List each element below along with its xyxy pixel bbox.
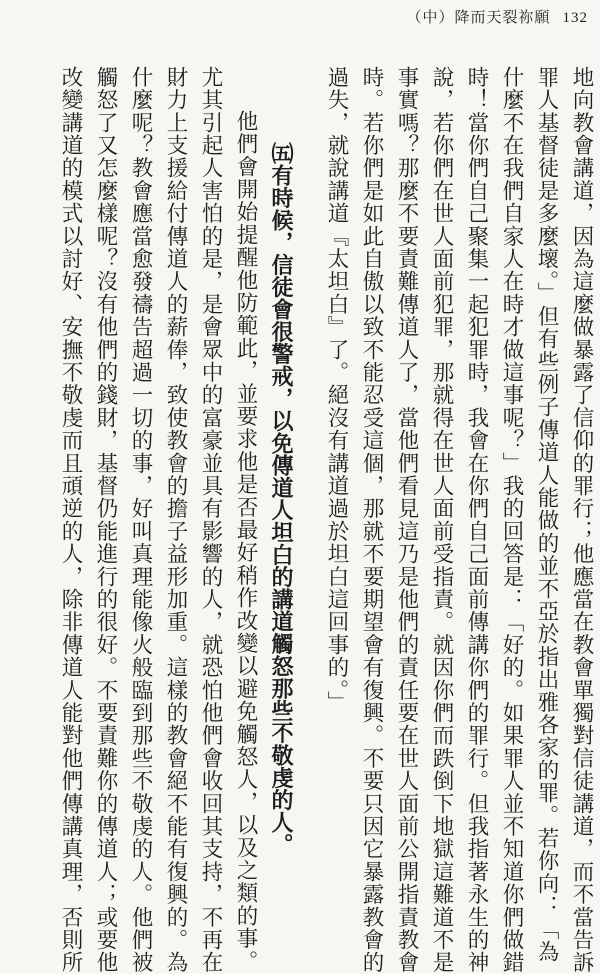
section-heading: ㈤有時候，信徒會很警戒，以免傳道人坦白的講道觸怒那些不敬虔的人。: [268, 142, 293, 856]
text-column: 財力上支援給付傳道人的薪俸，致使教會的擔子益形加重。這樣的教會絕不能有復興的。為: [163, 66, 188, 974]
text-column: 時。若你們是如此自傲以致不能忍受這個，那就不要期望會有復興。不要只因它暴露教會的: [359, 66, 384, 974]
text-column: 什麼不在我們自家人在時才做這事呢？」我的回答是：「好的。如果罪人並不知道你們做錯: [499, 66, 524, 974]
text-column: 改變講道的模式以討好、安撫不敬虔而且頑逆的人，除非傳道人能對他們傳講真理，否則所: [58, 66, 83, 974]
text-column: 過失，就說講道『太坦白』了。絕沒有講道過於坦白這回事的。」: [324, 66, 349, 714]
text-column: 尤其引起人害怕的是，是會眾中的富豪並具有影響的人，就恐怕他們會收回其支持，不再在: [198, 66, 223, 974]
vertical-text-body: [58, 66, 594, 974]
text-column: 事實嗎？那麼不要責難傳道人了，當他們看見這乃是他們的責任要在世人面前公開指責教會: [394, 66, 419, 974]
paragraph-gap: [304, 66, 312, 956]
text-column: 觸怒了又怎麼樣呢？沒有他們的錢財，基督仍能進行的很好。不要責難你的傳道人；或要他: [93, 66, 118, 974]
running-header: [406, 6, 588, 27]
text-column-indented: 他們會開始提醒他防範此，並要求他是否最好稍作改變以避免觸怒人，以及之類的事。: [233, 110, 258, 973]
text-column: 什麼呢？教會應當愈發禱告超過一切的事，好叫真理能像火般臨到那些不敬虔的人。他們被: [128, 66, 153, 974]
page-number: 132: [562, 10, 588, 26]
chapter-title: （中）降而天裂祢願: [406, 8, 551, 26]
text-column: 時！當你們自己聚集一起犯罪時，我會在你們自己面前傳講你們的罪行。但我指著永生的神: [464, 66, 489, 974]
text-column: 地向教會講道，因為這麼做暴露了信仰的罪行；他應當在教會單獨對信徒講道，而不當告訴: [569, 66, 594, 974]
text-column: 罪人基督徒是多麼壞。」但有些例子傳道人能做的並不亞於指出雅各家的罪。若你向：「為: [534, 66, 559, 964]
text-column: 說，若你們在世人面前犯罪，那就得在世人面前受指責。就因你們而跌倒下地獄這難道不是: [429, 66, 454, 974]
